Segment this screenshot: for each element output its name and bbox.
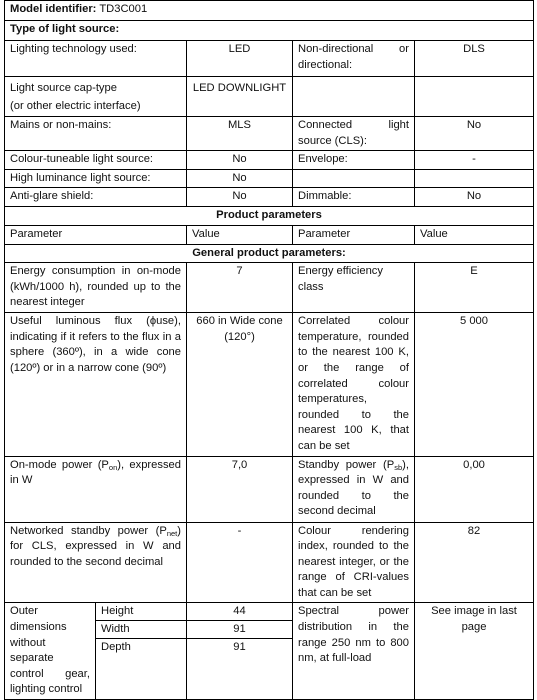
type-label [293, 169, 415, 188]
type-value: No [187, 188, 293, 207]
type-row [5, 77, 534, 117]
type-row [5, 169, 534, 188]
column-header: Parameter [5, 225, 187, 244]
column-header: Parameter [293, 225, 415, 244]
type-value: DLS [415, 41, 534, 77]
parameter-label: Spectral power distribution in the range 250 nm to 800 nm, at full-load [293, 603, 415, 700]
dimension-name: Height [96, 603, 186, 621]
type-label: Envelope: [293, 151, 415, 170]
type-value: No [415, 117, 534, 151]
type-value: No [415, 188, 534, 207]
parameter-value: 0,00 [415, 456, 534, 522]
dimension-name: Depth [101, 641, 131, 654]
type-row [5, 188, 534, 207]
column-header: Value [415, 225, 534, 244]
type-value: No [187, 151, 293, 170]
type-value: LED [187, 41, 293, 77]
parameter-label: On-mode power $(P_{on})$, expressed in W [5, 456, 187, 522]
parameter-value: - [187, 522, 293, 603]
product-parameters-heading-row [5, 206, 534, 225]
parameter-label: Energy efficiency class [293, 263, 415, 313]
parameter-label: Colour rendering index, rounded to the nearest integer, or the range of CRI-values that can be set [293, 522, 415, 603]
column-header-row [5, 225, 534, 244]
outer-dimensions-label: Outer dimensions without separate control gear, lighting control [10, 605, 90, 696]
dimension-value: 91 [233, 641, 246, 654]
type-value [415, 169, 534, 188]
model-identifier-row [5, 1, 534, 21]
product-parameters-heading: Product parameters [5, 206, 534, 225]
dimension-name: Width [96, 621, 186, 639]
dimension-value: 91 [187, 621, 292, 639]
type-value: No [187, 169, 293, 188]
type-label: Mains or non-mains: [5, 117, 187, 151]
parameter-value: 82 [415, 522, 534, 603]
type-label: High luminance light source: [5, 169, 187, 188]
parameter-value: 660 in Wide cone (120°) [187, 313, 293, 456]
type-value [415, 77, 534, 117]
parameter-value: 7 [187, 263, 293, 313]
type-of-light-source-heading: Type of light source: [5, 21, 534, 41]
general-parameters-heading-row [5, 244, 534, 263]
type-value: LED DOWNLIGHT [187, 77, 293, 117]
column-header: Value [187, 225, 293, 244]
type-value: - [415, 151, 534, 170]
model-identifier-label: Model identifier: [10, 3, 97, 15]
general-product-parameters-heading: General product parameters: [5, 244, 534, 263]
parameter-row [5, 456, 534, 522]
type-value: MLS [187, 117, 293, 151]
type-row [5, 117, 534, 151]
parameter-label: Standby power $(P_{sb})$, expressed in W and rounded to the second decimal [293, 456, 415, 522]
parameter-value: 7,0 [187, 456, 293, 522]
model-identifier-value: TD3C001 [99, 3, 148, 15]
type-heading-row [5, 21, 534, 41]
dimensions-row [5, 603, 534, 700]
type-label [293, 77, 415, 117]
type-label: Light source cap-type [10, 82, 117, 94]
parameter-row [5, 522, 534, 603]
parameter-label: Correlated colour temperature, rounded to the nearest 100 K, or the range of correlated colour temperatures, rounded to the nearest 100 K, that can be set [293, 313, 415, 456]
parameter-label: Networked standby power $(P_{net})$ for CLS, expressed in W and rounded to the second decimal [5, 522, 187, 603]
parameter-row [5, 313, 534, 456]
parameter-value: 5 000 [415, 313, 534, 456]
parameter-value: See image in last page [415, 603, 534, 700]
type-label: (or other electric interface) [10, 99, 141, 112]
parameter-value: E [415, 263, 534, 313]
type-label: Non-directional or directional: [293, 41, 415, 77]
type-row [5, 151, 534, 170]
type-label: Connected light source (CLS): [293, 117, 415, 151]
parameter-label: Useful luminous flux (ϕuse), indicating if it refers to the flux in a sphere (360º), in a wide cone (120º) or in a narrow cone (90º) [5, 313, 187, 456]
type-label: Dimmable: [293, 188, 415, 207]
product-information-sheet [4, 0, 534, 700]
type-row [5, 41, 534, 77]
parameter-row [5, 263, 534, 313]
type-label: Lighting technology used: [5, 41, 187, 77]
type-label: Anti-glare shield: [5, 188, 187, 207]
type-label: Colour-tuneable light source: [5, 151, 187, 170]
parameter-label: Energy consumption in on-mode (kWh/1000 h), rounded up to the nearest integer [5, 263, 187, 313]
dimension-value: 44 [187, 603, 292, 621]
